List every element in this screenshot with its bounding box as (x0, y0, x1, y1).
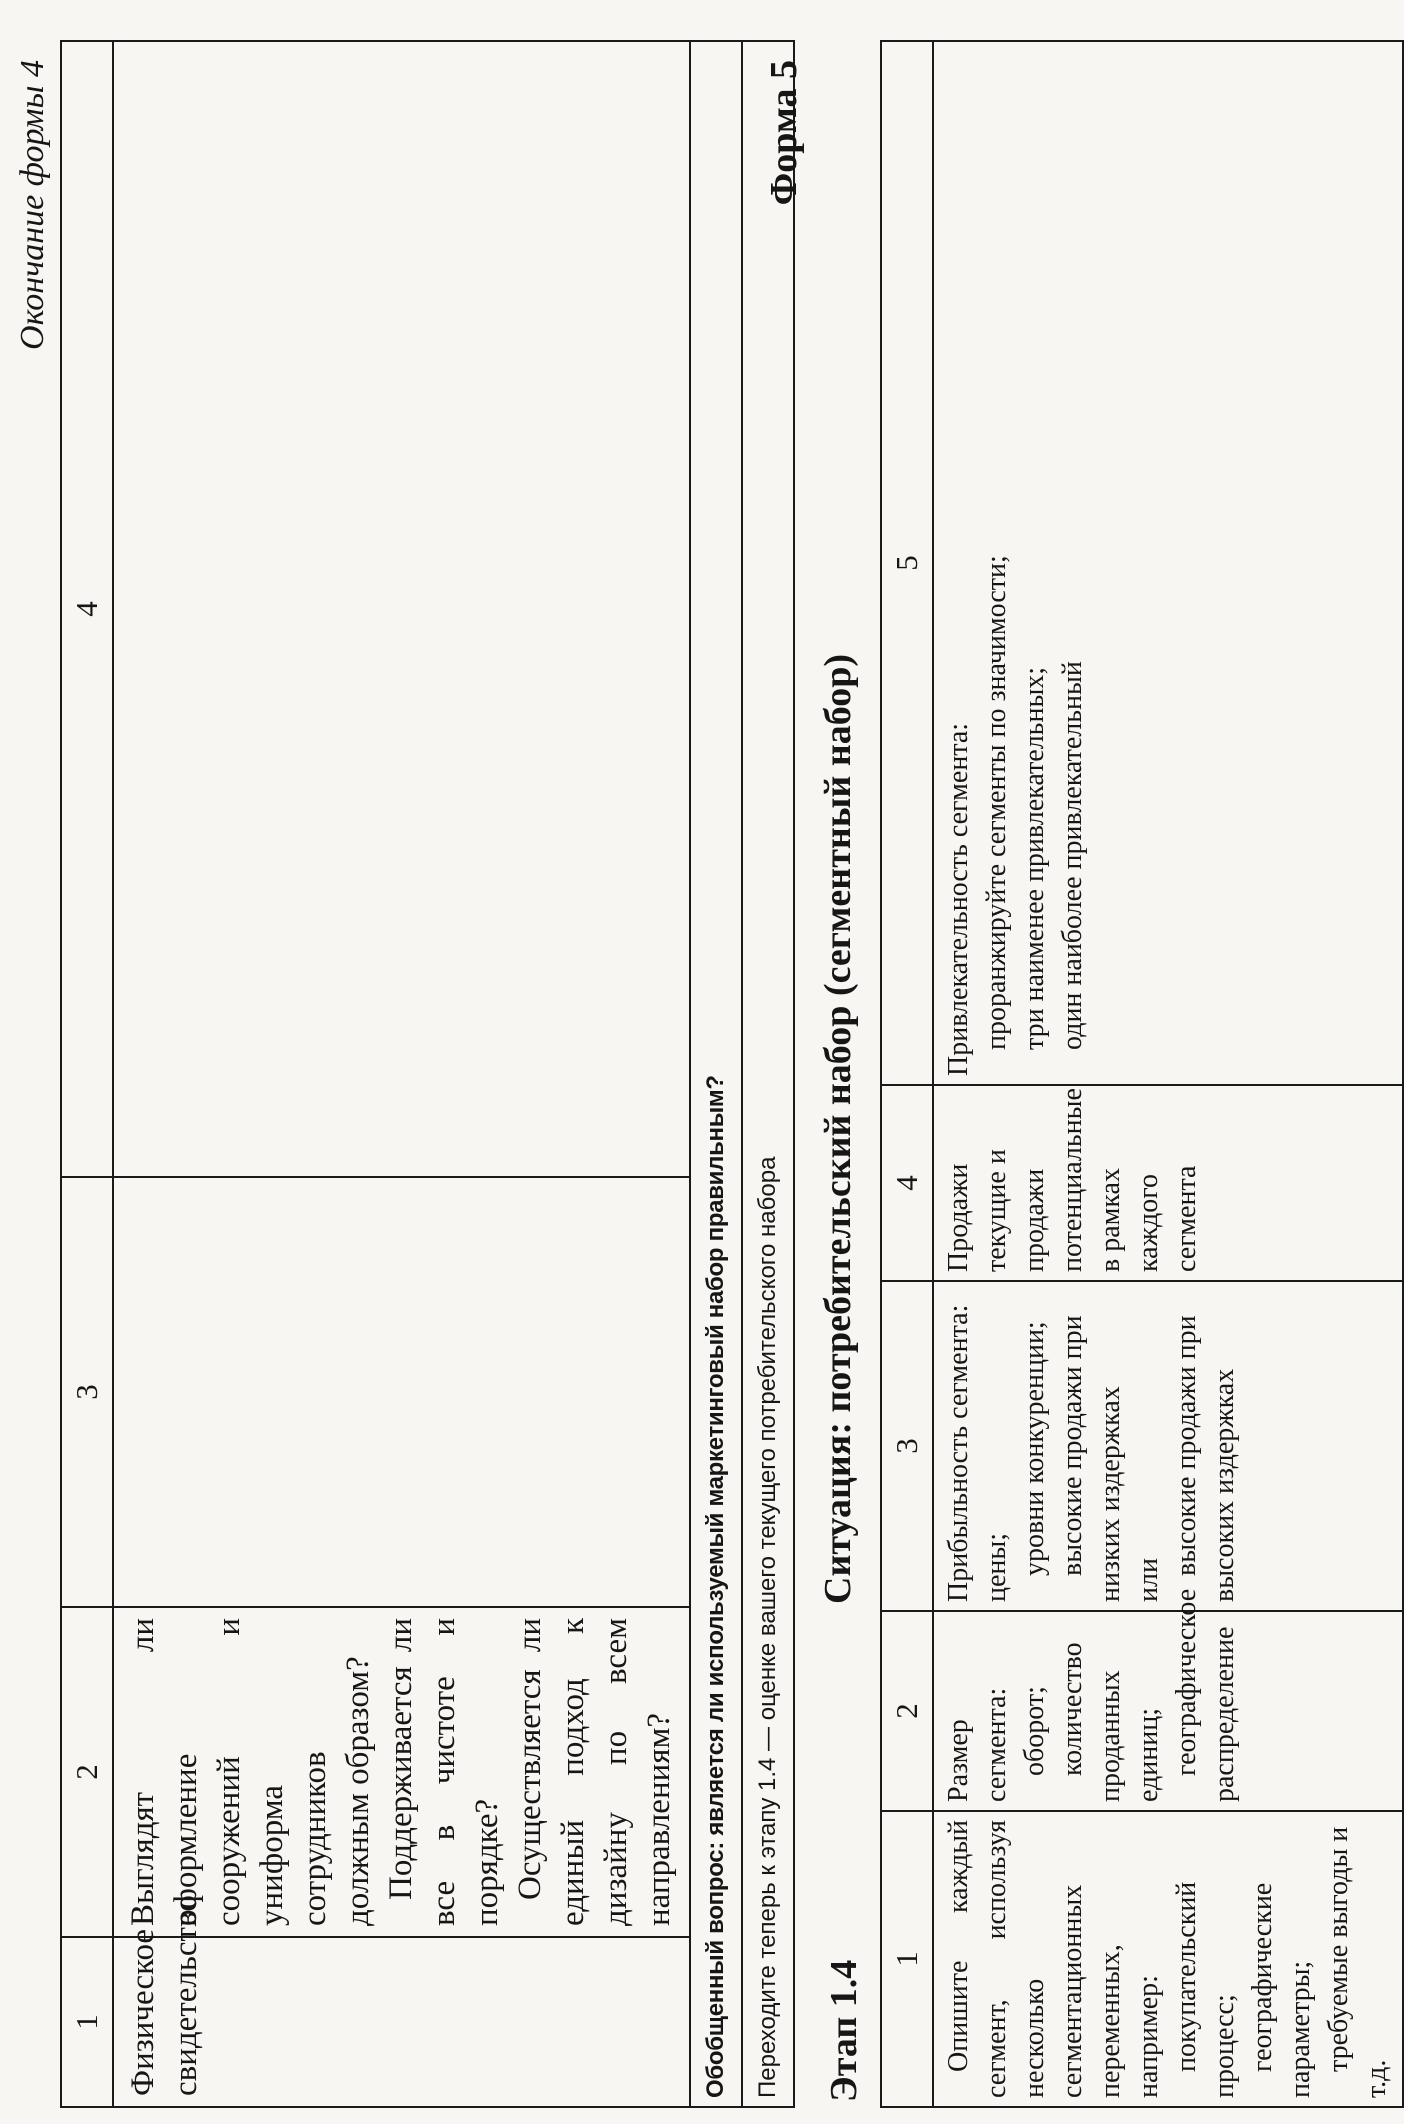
segment-description: Опишите каждый сегмент, используя несколько сегментационных переменных, например: (943, 1820, 1164, 2098)
sales-cell (933, 1085, 1403, 1281)
summary-row (690, 41, 742, 2107)
list-item: покупательский процесс; (1171, 1881, 1240, 2098)
form4-table (60, 40, 795, 2108)
list-item: один наиболее привлекательный (1057, 661, 1088, 1050)
situation-title (816, 654, 860, 1604)
stage-text: Этап 1.4 (823, 1959, 865, 2102)
form5-text: Форма 5 (763, 60, 805, 206)
form5-caption (762, 60, 806, 205)
segment-profit-head: Прибыльность сегмента: (943, 1304, 974, 1602)
list-item: оборот; (1019, 1686, 1050, 1776)
summary-question: Обобщенный вопрос: является ли используемый маркетинговый набор правильным? (690, 41, 742, 2107)
list-item: требуемые выгоды и т.д. (1323, 1826, 1392, 2098)
form5-header-row (881, 41, 933, 2107)
stage-label (822, 1960, 866, 2102)
segment-profit-cell (933, 1281, 1403, 1611)
question-2: Поддерживается ли все в чистоте и порядке? (383, 1618, 505, 1926)
list-item: количество проданных единиц; (1057, 1642, 1164, 1802)
sales-text: Продажи текущие и продажи потенциальные в рамках каждого сегмента (943, 1088, 1202, 1272)
list-item: географические параметры; (1247, 1882, 1316, 2098)
form4-end-caption (14, 60, 52, 350)
col-header-4: 4 (61, 41, 113, 1177)
col-header-3: 3 (61, 1177, 113, 1607)
empty-cell-3 (113, 1177, 690, 1607)
next-step-row (742, 41, 794, 2107)
list-item: три наименее привлекательных; (1019, 666, 1050, 1050)
segment-size-head: Размер сегмента: (943, 1687, 1012, 1802)
list-item: географическое распределение (1171, 1588, 1240, 1802)
form4-end-text: Окончание формы 4 (14, 60, 51, 350)
f5-col-header-4: 4 (881, 1085, 933, 1281)
form5-table (880, 40, 1404, 2108)
list-item: высокие продажи при высоких издержках (1171, 1315, 1240, 1602)
list-item: проранжируйте сегменты по значимости; (981, 555, 1012, 1050)
f5-col-header-2: 2 (881, 1611, 933, 1811)
next-step: Переходите теперь к этапу 1.4 — оценке вашего текущего потребительского набора (742, 41, 794, 2107)
list-item: уровни конкуренции; (1019, 1321, 1050, 1576)
segment-description-cell (933, 1811, 1403, 2107)
f5-col-header-5: 5 (881, 41, 933, 1085)
row-name: Физическое свидетельство (125, 1895, 204, 2096)
question-3: Осуществляется ли единый подход к дизайну по всем направлениям? (512, 1618, 677, 1926)
col-header-1: 1 (61, 1937, 113, 2107)
list-item: высокие продажи при низких издержках (1057, 1315, 1126, 1602)
f5-col-header-3: 3 (881, 1281, 933, 1611)
table-row (933, 41, 1403, 2107)
row-name-cell (113, 1895, 690, 2107)
question-1: Выглядят ли оформление сооружений и униформа сотрудников должным образом? (125, 1618, 376, 1926)
questions-cell (113, 1607, 690, 1937)
situation-title-text: Ситуация: потребительский набор (сегментный набор) (817, 654, 859, 1604)
segment-attractiveness-head: Привлекательность сегмента: (943, 722, 974, 1076)
empty-cell-4 (113, 41, 690, 1177)
table-row (113, 41, 690, 2107)
list-item: или (1133, 1558, 1164, 1602)
segment-size-cell (933, 1588, 1403, 1811)
f5-col-header-1: 1 (881, 1811, 933, 2107)
col-header-2: 2 (61, 1607, 113, 1937)
list-item: цены; (981, 1533, 1012, 1602)
segment-attractiveness-cell (933, 41, 1403, 1085)
form4-header-row (61, 41, 113, 2107)
